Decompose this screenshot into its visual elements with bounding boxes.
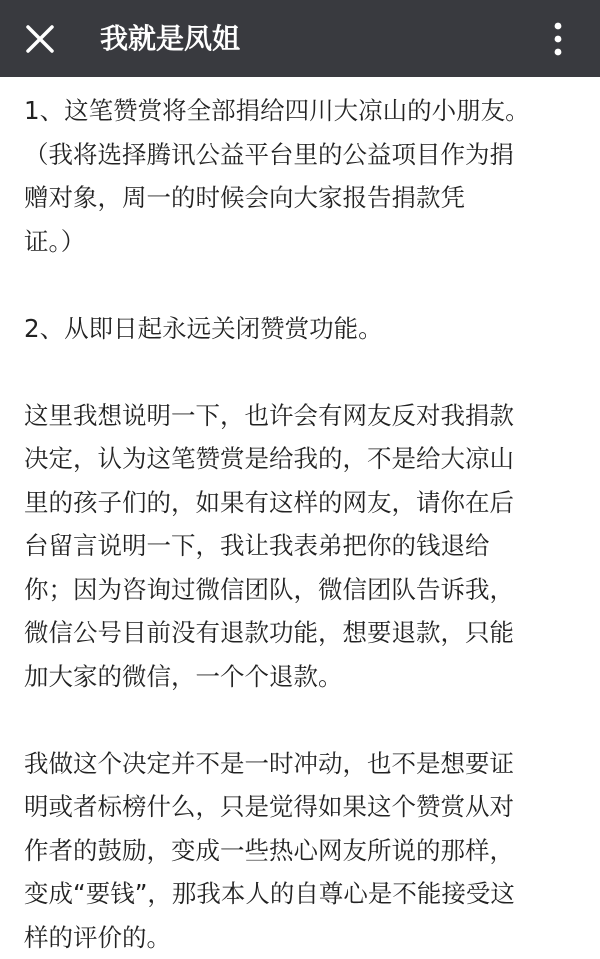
text-line: 赠对象，周一的时候会向大家报告捐款凭 [24,176,580,220]
text-line: 明或者标榜什么，只是觉得如果这个赞赏从对 [24,785,580,829]
top-navigation-bar [0,0,600,77]
text-line: 2、从即日起永远关闭赞赏功能。 [24,307,580,351]
text-line: 1、这笔赞赏将全部捐给四川大凉山的小朋友。 [24,89,580,133]
text-line: 这里我想说明一下，也许会有网友反对我捐款 [24,394,580,438]
text-line: （我将选择腾讯公益平台里的公益项目作为捐 [24,133,580,177]
close-button[interactable] [14,13,66,65]
text-line: 加大家的微信，一个个退款。 [24,655,580,699]
paragraph-refund-explanation [24,394,580,699]
more-vertical-icon [553,22,563,56]
text-line: 台留言说明一下，我让我表弟把你的钱退给 [24,524,580,568]
text-line: 微信公号目前没有退款功能，想要退款，只能 [24,611,580,655]
page-title: 我就是凤姐 [100,0,240,77]
text-line: 你；因为咨询过微信团队，微信团队告诉我， [24,568,580,612]
text-line: 样的评价的。 [24,916,580,959]
paragraph-decision-reason [24,742,580,959]
text-line: 我做这个决定并不是一时冲动，也不是想要证 [24,742,580,786]
article-body [24,89,580,959]
close-icon [25,24,55,54]
text-line: 作者的鼓励，变成一些热心网友所说的那样， [24,829,580,873]
paragraph-donation [24,89,580,263]
text-line: 证。） [24,220,580,264]
more-options-button[interactable] [534,14,582,64]
text-line: 变成“要钱”，那我本人的自尊心是不能接受这 [24,872,580,916]
text-line: 里的孩子们的，如果有这样的网友，请你在后 [24,481,580,525]
text-line: 决定，认为这笔赞赏是给我的，不是给大凉山 [24,437,580,481]
paragraph-close-tipping [24,307,580,351]
